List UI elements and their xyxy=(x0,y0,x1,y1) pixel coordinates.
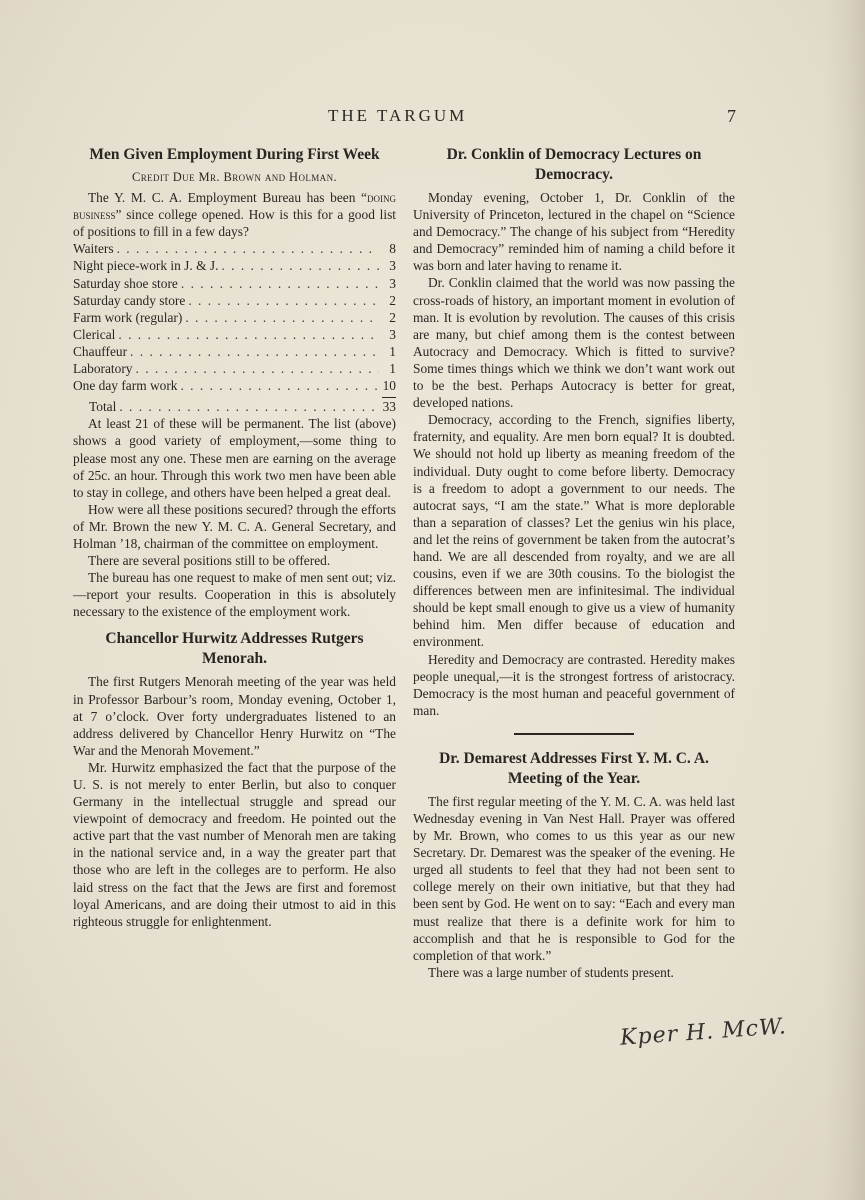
employment-paragraph: How were all these positions secured? through the efforts of Mr. Brown the new Y. M. C. A. General Secretary, and Holman ’18, chairman of the committee on employment. xyxy=(73,501,396,551)
demarest-paragraph: The first regular meeting of the Y. M. C. A. was held last Wednesday evening in Van Nest Hall. Prayer was offered by Mr. Brown, who comes to us this year as our new Secretary. Dr. Demarest was the speaker of the evening. He urged all students to feel that they had not been sent to college merely on their own initiative, but that they had been sent by God. He went on to say: “Each and every man must realize that there is a definite work for him to accomplish and that he is responsible to God for the completion of that work.” xyxy=(413,793,735,963)
demarest-article xyxy=(413,749,735,981)
section-divider xyxy=(514,733,634,735)
doing-business-phrase: doing business xyxy=(73,190,396,223)
job-row: Chauffeur . . . 1 xyxy=(73,343,396,360)
conklin-paragraph: Dr. Conklin claimed that the world was now passing the cross-roads of history, an important moment in evolution of man. It is evolution by revolution. The causes of this crisis are many, but chief among them is the contest between Autocracy and Democracy. Which is fitted to survive? Some times things which we think we don’t want work out to be the best. Perhaps Autocracy is better for great, developed nations. xyxy=(413,275,735,411)
total-value: 33 xyxy=(382,399,396,415)
conklin-headline: Dr. Conklin of Democracy Lectures on Democracy. xyxy=(446,146,702,183)
employment-article xyxy=(73,145,396,620)
job-row: Clerical . . . 3 xyxy=(73,326,396,343)
running-head xyxy=(0,106,865,128)
conklin-paragraph: Heredity and Democracy are contrasted. Heredity makes people unequal,—it is the strongest fortress of aristocracy. Democracy is the most human and peaceful government of man. xyxy=(413,651,735,718)
jobs-list xyxy=(73,240,396,394)
job-row: Farm work (regular) . . . 2 xyxy=(73,309,396,326)
job-row: Laboratory . . . 1 xyxy=(73,360,396,377)
demarest-headline: Dr. Demarest Addresses First Y. M. C. A. Meeting of the Year. xyxy=(439,749,709,787)
total-label: Total xyxy=(89,399,117,415)
employment-paragraph: The bureau has one request to make of men sent out; viz.—report your results. Cooperation in this is absolutely necessary to the existence of the employment work. xyxy=(73,570,396,620)
conklin-paragraph: Monday evening, October 1, Dr. Conklin of the University of Princeton, lectured in the chapel on “Science and Democracy.” The change of his subject from “Heredity and Democracy” reminded him of naming a child before it was born and later having to rename it. xyxy=(413,190,735,274)
employment-paragraph: There are several positions still to be offered. xyxy=(88,553,331,569)
menorah-headline: Chancellor Hurwitz Addresses Rutgers Menorah. xyxy=(105,630,364,668)
job-row: Saturday candy store . . . 2 xyxy=(73,292,396,309)
demarest-paragraph: There was a large number of students present. xyxy=(428,964,674,980)
menorah-paragraph: Mr. Hurwitz emphasized the fact that the purpose of the U. S. is not merely to enter Berlin, but also to conquer Germany in the intellectual struggle and spread our viewpoint of democracy and freedom. He pointed out the active part that the vast number of Menorah men are taking in the national service and, in a way the greater part that those who are left in the colleges are to perform. He also laid stress on the fact that the Jews are first and foremost loyal Americans, and are doing their utmost to aid in this righteous struggle for enlightenment. xyxy=(73,759,396,929)
job-row: Waiters . . . 8 xyxy=(73,240,396,257)
employment-paragraph: At least 21 of these will be permanent. The list (above) shows a good variety of employment,—some thing to please most any one. These men are earning on the average of 25c. an hour. Through this work two men have been able to stay in college, and others have been helped a great deal. xyxy=(73,416,396,500)
menorah-article xyxy=(73,629,396,929)
left-column xyxy=(73,145,396,930)
running-title: THE TARGUM xyxy=(328,106,468,125)
conklin-article xyxy=(413,145,735,719)
employment-headline: Men Given Employment During First Week xyxy=(89,146,380,163)
job-row: One day farm work . . . 10 xyxy=(73,377,396,394)
page-number: 7 xyxy=(727,106,736,126)
conklin-paragraph: Democracy, according to the French, signifies liberty, fraternity, and equality. Are men born equal? It is doubted. We should not hold up liberty as meaning freedom of the individual. Duty ought to come before liberty. Democracy is a freedom to adopt a government to our needs. The autocrat says, “I am the state.” What is more deplorable than a separation of classes? Let the genius win his place, and let the reins of government be taken from the autocrat’s hand. We are all descended from royalty, and we are all cousins, even if we are 30th cousins. To the biologist the differences between men are infinitesimal. The individual should be kept small enough to give us a view of humanity behind him. Men differ because of education and environment. xyxy=(413,412,735,650)
employment-byline: Credit Due Mr. Brown and Holman. xyxy=(131,170,337,184)
handwritten-signature: Kper H. McW. xyxy=(619,1014,788,1051)
employment-intro: The Y. M. C. A. Employment Bureau has been “doing business” since college opened. How is this for a good list of positions to fill in a few days? xyxy=(73,190,396,240)
right-column xyxy=(413,145,735,981)
job-row: Saturday shoe store . . . 3 xyxy=(73,275,396,292)
total-row xyxy=(89,398,396,415)
job-row: Night piece-work in J. & J. . . . 3 xyxy=(73,257,396,274)
menorah-paragraph: The first Rutgers Menorah meeting of the year was held in Professor Barbour’s room, Monday evening, October 1, at 7 o’clock. Over forty undergraduates listened to an address delivered by Chancellor Henry Hurwitz on “The War and the Menorah Movement.” xyxy=(73,674,396,758)
